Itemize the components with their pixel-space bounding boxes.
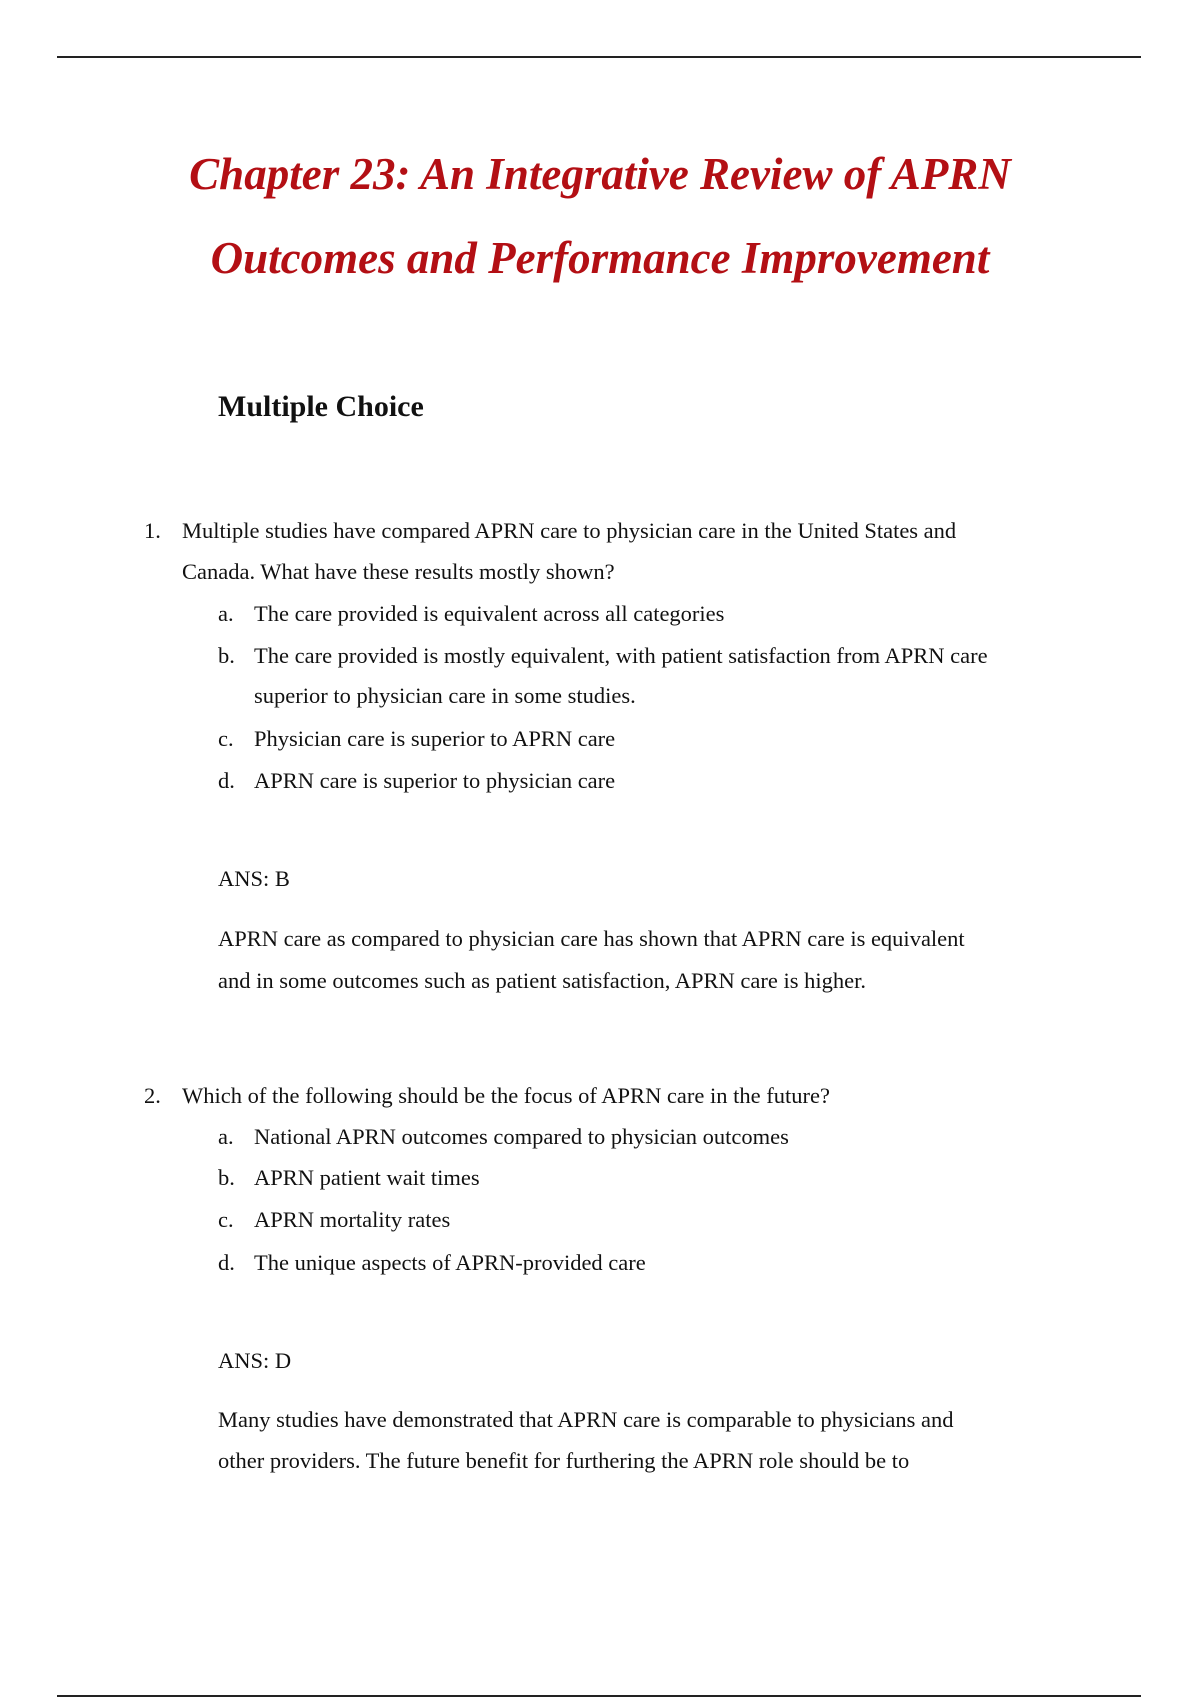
footer-rule	[57, 1695, 1141, 1697]
option-text: The unique aspects of APRN-provided care	[254, 1250, 646, 1275]
option-letter: c.	[218, 1207, 234, 1232]
question-stem: Which of the following should be the focus of APRN care in the future?	[182, 1083, 830, 1108]
rationale: APRN care as compared to physician care has shown that APRN care is equivalent	[218, 926, 965, 951]
option-text: APRN care is superior to physician care	[254, 768, 616, 793]
option-text: Physician care is superior to APRN care	[254, 726, 616, 751]
question-stem: Multiple studies have compared APRN care to physician care in the United States and	[182, 518, 957, 543]
answer-key: ANS: B	[218, 866, 290, 891]
option-letter: a.	[218, 601, 234, 626]
chapter-title-line-2: Outcomes and Performance Improvement	[210, 233, 990, 283]
option-letter: d.	[218, 768, 235, 793]
rationale: and in some outcomes such as patient satisfaction, APRN care is higher.	[218, 968, 866, 993]
option-text: National APRN outcomes compared to physician outcomes	[254, 1124, 789, 1149]
section-heading: Multiple Choice	[218, 390, 424, 423]
rationale: other providers. The future benefit for furthering the APRN role should be to	[218, 1448, 910, 1473]
option-letter: b.	[218, 1165, 235, 1190]
question-number: 2.	[144, 1083, 161, 1108]
chapter-title-line-1: Chapter 23: An Integrative Review of APRN	[189, 149, 1011, 199]
option-text: APRN mortality rates	[254, 1207, 451, 1232]
option-text: The care provided is mostly equivalent, with patient satisfaction from APRN care	[254, 643, 988, 668]
option-text: APRN patient wait times	[254, 1165, 480, 1190]
option-letter: a.	[218, 1124, 234, 1149]
question-stem: Canada. What have these results mostly shown?	[182, 559, 615, 584]
header-rule	[57, 56, 1141, 58]
rationale: Many studies have demonstrated that APRN care is comparable to physicians and	[218, 1407, 954, 1432]
option-letter: c.	[218, 726, 234, 751]
answer-key: ANS: D	[218, 1348, 292, 1373]
option-text: The care provided is equivalent across all categories	[254, 601, 725, 626]
question-number: 1.	[144, 518, 161, 543]
option-text: superior to physician care in some studies.	[254, 683, 636, 708]
option-letter: b.	[218, 643, 235, 668]
option-letter: d.	[218, 1250, 235, 1275]
